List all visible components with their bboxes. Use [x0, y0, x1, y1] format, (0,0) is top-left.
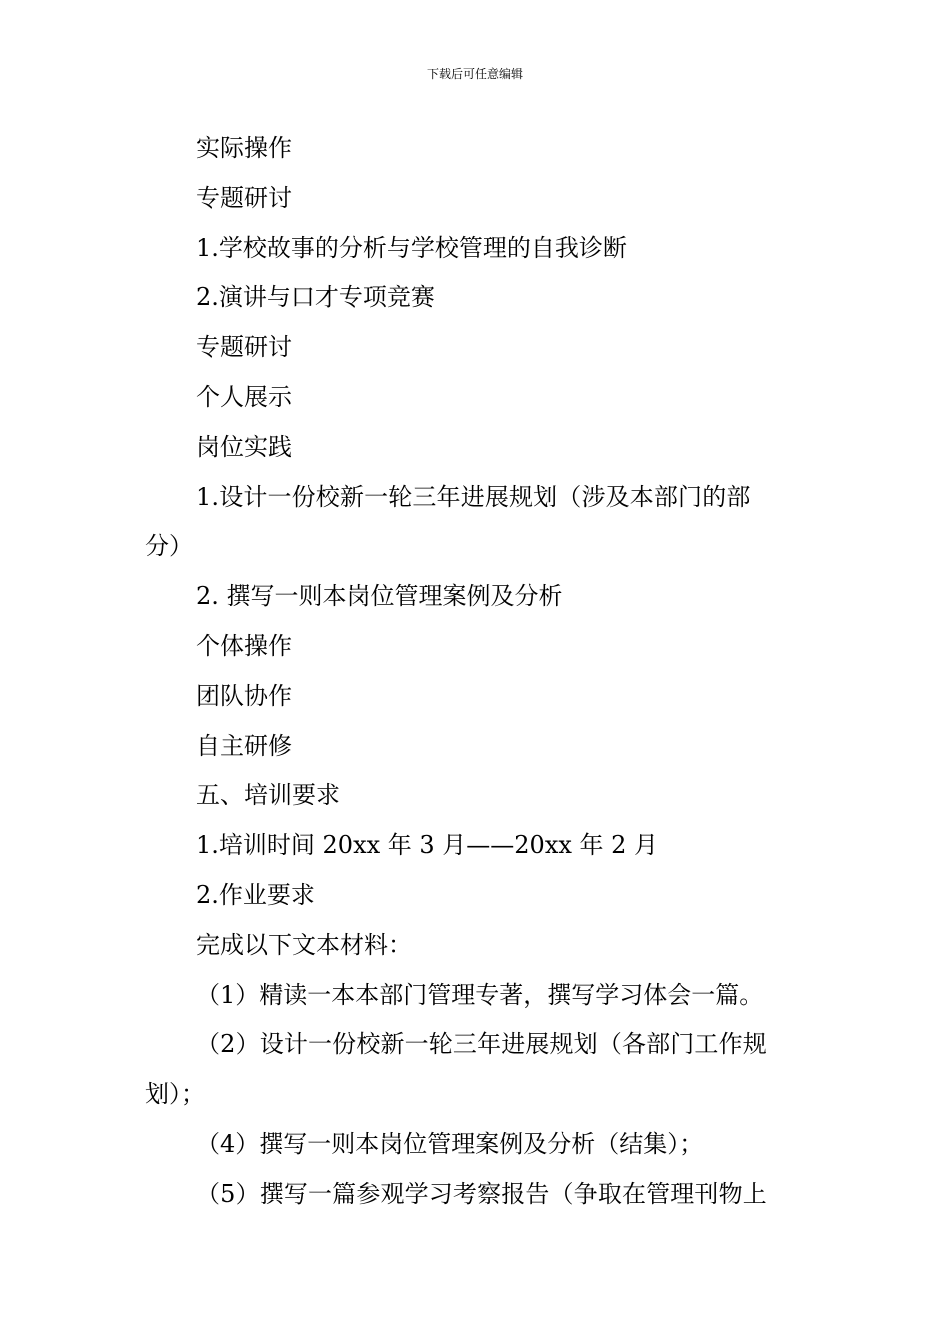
- text-line: 专题研讨: [196, 183, 292, 212]
- text-line: 1.设计一份校新一轮三年进展规划（涉及本部门的部: [196, 482, 751, 511]
- text-line: 实际操作: [196, 134, 292, 162]
- text-line: 完成以下文本材料：: [196, 930, 412, 959]
- text-line: （2）设计一份校新一轮三年进展规划（各部门工作规: [196, 1030, 767, 1059]
- text-line: 专题研讨: [196, 333, 292, 362]
- text-line: 2.演讲与口才专项竞赛: [196, 283, 435, 312]
- text-line: （5）撰写一篇参观学习考察报告（争取在管理刊物上: [196, 1179, 767, 1208]
- document-body: [145, 124, 809, 1220]
- text-line-continuation: 分）: [145, 532, 193, 561]
- text-line: 1.培训时间 20xx 年 3 月——20xx 年 2 月: [196, 831, 659, 860]
- text-line: 2. 撰写一则本岗位管理案例及分析: [196, 582, 563, 611]
- text-line: 团队协作: [196, 681, 292, 710]
- text-line-continuation: 划）；: [145, 1080, 205, 1109]
- page-header: 下载后可任意编辑: [426, 67, 523, 81]
- text-line: 自主研修: [196, 731, 292, 760]
- text-line: 个体操作: [196, 631, 292, 660]
- text-line: 1.学校故事的分析与学校管理的自我诊断: [196, 233, 627, 262]
- text-line: （1）精读一本本部门管理专著，撰写学习体会一篇。: [196, 980, 764, 1009]
- text-line: 岗位实践: [196, 432, 292, 461]
- text-line: （4）撰写一则本岗位管理案例及分析（结集）；: [196, 1129, 704, 1158]
- text-line: 个人展示: [196, 382, 292, 411]
- text-line: 2.作业要求: [196, 880, 315, 909]
- section-heading: 五、培训要求: [196, 781, 340, 810]
